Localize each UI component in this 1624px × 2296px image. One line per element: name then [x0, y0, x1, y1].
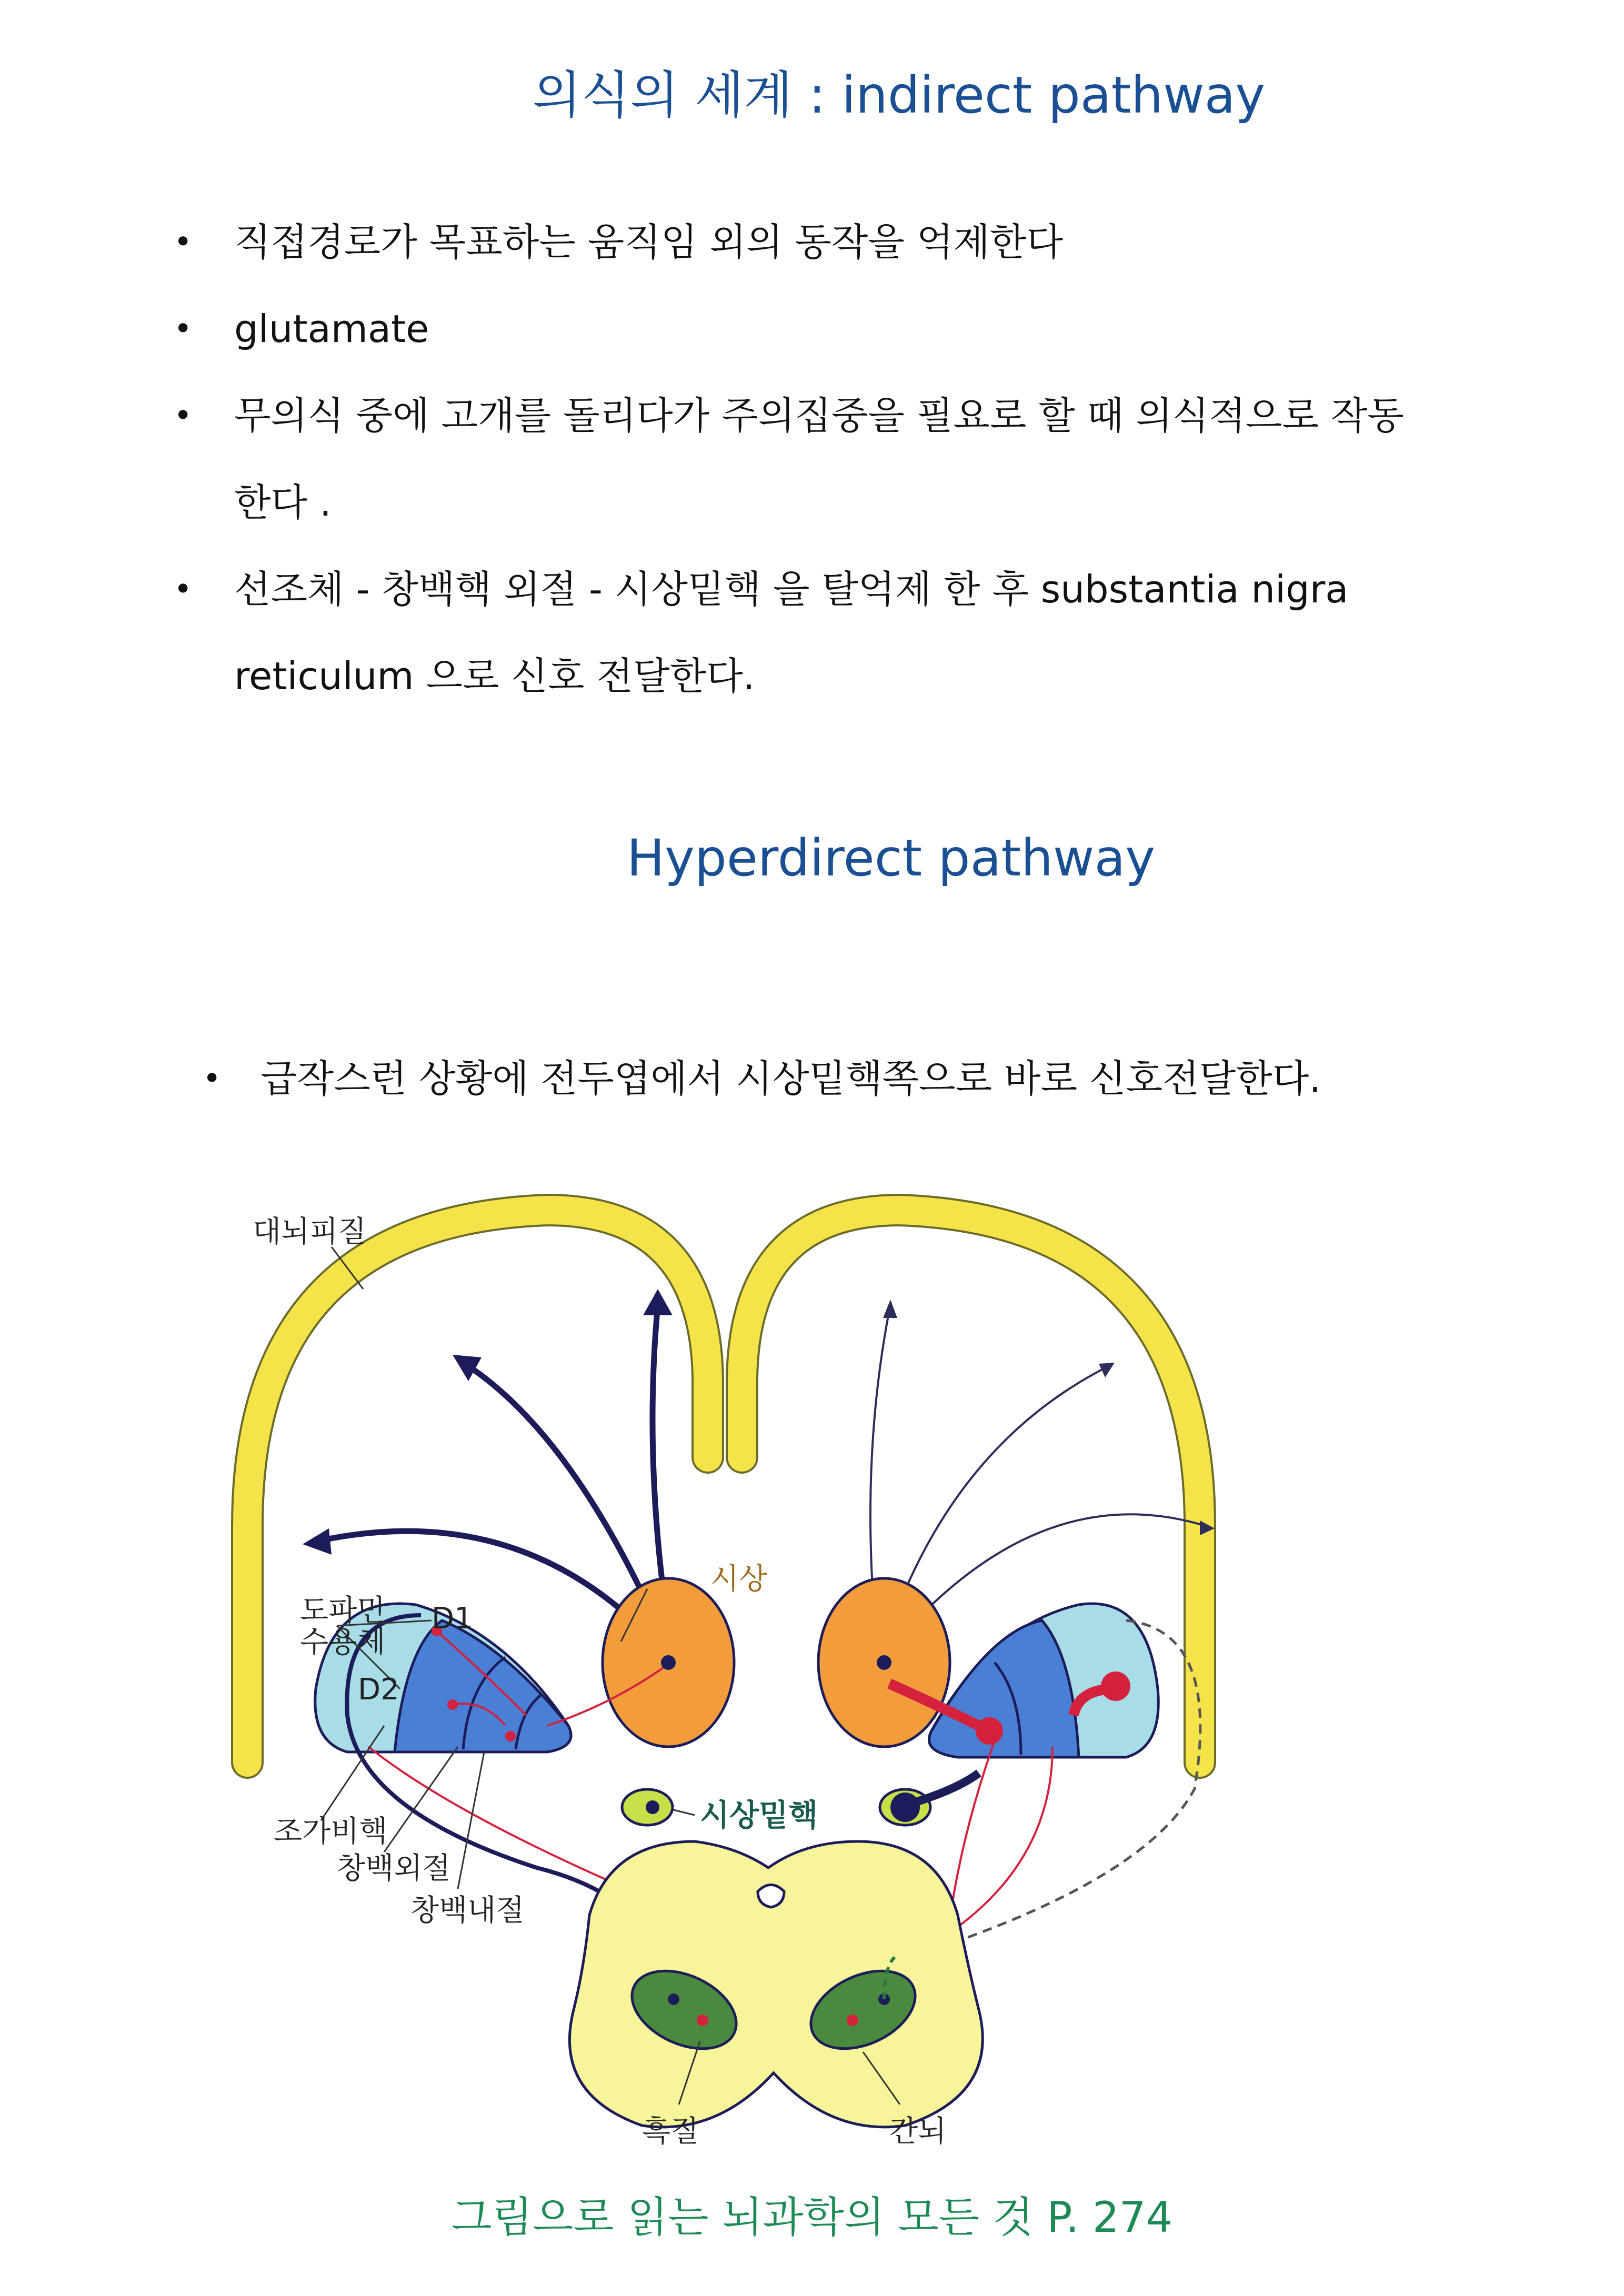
caudate-label: 조가비핵 [274, 1815, 388, 1849]
figure-citation: 그림으로 읽는 뇌과학의 모든 것 P. 274 [451, 2193, 1173, 2242]
bullet-icon: • [174, 310, 193, 347]
bullet-icon: • [174, 224, 193, 260]
bullet-text: 급작스런 상황에 전두엽에서 시상밑핵쪽으로 바로 신호전달한다. [260, 1056, 1321, 1101]
subthalamic-label: 시상밑핵 [700, 1797, 818, 1833]
bullet-text: 무의식 중에 고개를 돌리다가 주의집중을 필요로 할 때 의식적으로 작동 [234, 394, 1404, 438]
gp-internal-label: 창백내절 [410, 1894, 525, 1928]
bullet-text: glutamate [234, 307, 429, 351]
bullet-text: 선조체 - 창백핵 외절 - 시상밑핵 을 탈억제 한 후 substantia nigra [234, 567, 1349, 611]
d1-label: D1 [432, 1602, 473, 1636]
bullet-icon: • [174, 397, 193, 434]
gp-external-label: 창백외절 [337, 1851, 451, 1886]
brainstem-label: 간뇌 [889, 2114, 947, 2149]
basal-ganglia-diagram [210, 1157, 1379, 2168]
indirect-pathway-title: 의식의 세계 : indirect pathway [532, 66, 1266, 125]
bullet-icon: • [174, 571, 193, 608]
d2-label: D2 [358, 1673, 399, 1707]
brainstem [569, 1841, 983, 2127]
bullet-text: 한다 . [234, 480, 332, 525]
thalamus-label: 시상 [710, 1562, 768, 1596]
bullet-text: 직접경로가 목표하는 움직임 외의 동작을 억제한다 [234, 220, 1064, 264]
dopamine-receptor-label-line1: 도파민 [300, 1594, 386, 1628]
hyperdirect-pathway-title: Hyperdirect pathway [626, 829, 1156, 888]
substantia-nigra-label: 흑질 [642, 2114, 699, 2149]
cortex-label: 대뇌피질 [253, 1215, 367, 1249]
bullet-text: reticulum 으로 신호 전달한다. [234, 654, 755, 698]
dopamine-receptor-label-line2: 수용체 [300, 1625, 386, 1659]
bullet-icon: • [203, 1060, 222, 1097]
